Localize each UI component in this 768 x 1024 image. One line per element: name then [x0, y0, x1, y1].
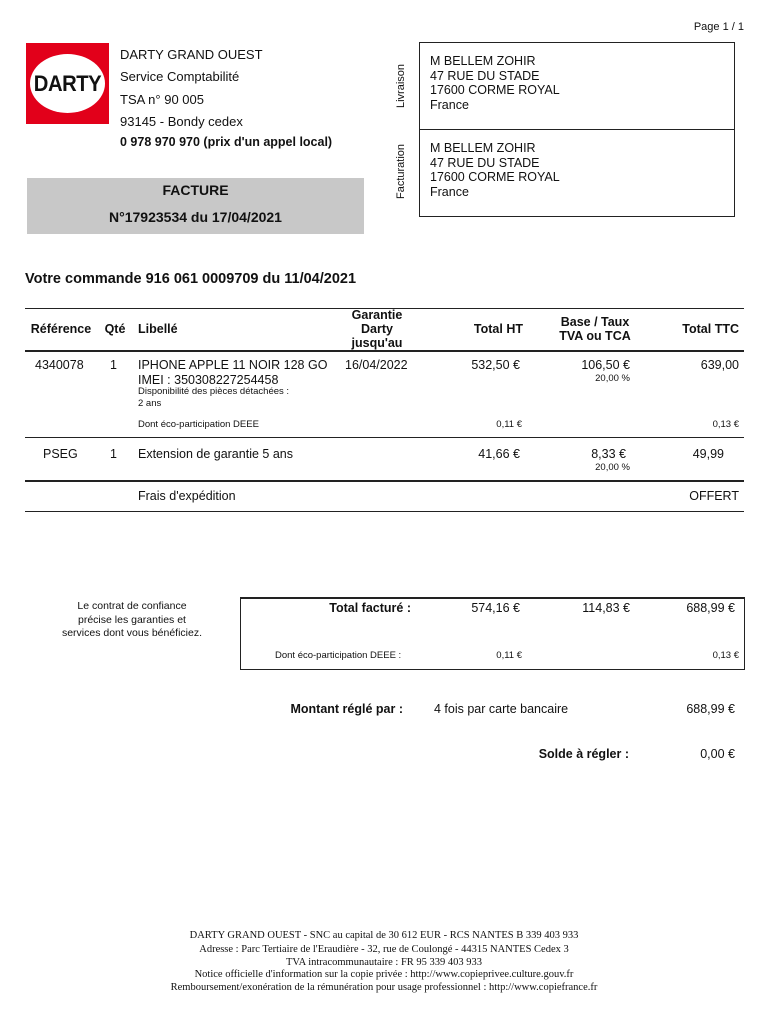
footer-line5: Remboursement/exonération de la rémunération pour usage professionnel : http://www.copiefrance.fr [170, 982, 598, 993]
header-vat-line2: TVA ou TCA [559, 329, 631, 343]
footer-line4: Notice officielle d'information sur la copie privée : http://www.copieprivee.culture.gouv.fr [194, 969, 574, 980]
confiance-note [52, 600, 212, 641]
order-title: Votre commande 916 061 0009709 du 11/04/2021 [25, 271, 357, 287]
company-name: DARTY GRAND OUEST [120, 47, 263, 62]
row1-total-ht: 532,50 € [471, 358, 520, 372]
confiance-line1: Le contrat de confiance [77, 600, 187, 612]
invoice-header-box [27, 178, 364, 234]
totals-ttc: 688,99 € [686, 601, 735, 615]
header-reference: Référence [30, 322, 92, 336]
header-vat [545, 315, 645, 343]
header-label: Libellé [138, 322, 178, 336]
delivery-street: 47 RUE DU STADE [430, 69, 540, 83]
billing-name: M BELLEM ZOHIR [430, 141, 536, 155]
company-city: 93145 - Bondy cedex [120, 114, 243, 129]
table-bottom-rule [25, 511, 744, 512]
balance-label: Solde à régler : [538, 747, 629, 761]
totals-vat: 114,83 € [582, 601, 630, 615]
row2-label: Extension de garantie 5 ans [138, 447, 293, 461]
row1-vat-rate: 20,00 % [595, 373, 630, 384]
company-phone: 0 978 970 970 (prix d'un appel local) [120, 135, 333, 149]
delivery-city: 17600 CORME ROYAL [430, 83, 560, 97]
row2-total-ttc: 49,99 [692, 447, 724, 461]
shipping-label: Frais d'expédition [138, 489, 236, 503]
delivery-country: France [430, 98, 469, 112]
footer-line2: Adresse : Parc Tertiaire de l'Eraudière - 32, rue de Coulongé - 44315 NANTES Cedex 3 [199, 944, 569, 955]
totals-ht: 574,16 € [471, 601, 520, 615]
row-separator [25, 437, 744, 438]
row2-total-ht: 41,66 € [478, 447, 520, 461]
shipping-top-rule [25, 480, 744, 482]
row2-vat-base: 8,33 € [591, 447, 626, 461]
row1-eco-ht: 0,11 € [496, 419, 522, 430]
header-vat-line1: Base / Taux [560, 315, 630, 329]
delivery-name: M BELLEM ZOHIR [430, 54, 536, 68]
row2-vat-rate: 20,00 % [595, 462, 630, 473]
billing-country: France [430, 185, 469, 199]
invoice-number: N°17923534 du 17/04/2021 [109, 209, 282, 225]
footer-line3: TVA intracommunautaire : FR 95 339 403 933 [285, 957, 483, 968]
header-total-ttc: Total TTC [682, 322, 739, 336]
header-warranty-line2: Darty [361, 322, 393, 336]
payment-method: 4 fois par carte bancaire [434, 702, 569, 716]
footer-line1: DARTY GRAND OUEST - SNC au capital de 30 612 EUR - RCS NANTES B 339 403 933 [189, 930, 579, 941]
totals-eco-ttc: 0,13 € [712, 650, 739, 661]
page-number: Page 1 / 1 [693, 21, 744, 33]
totals-eco-label: Dont éco-participation DEEE : [275, 650, 402, 661]
header-warranty-line3: jusqu'au [351, 336, 403, 350]
confiance-line2: précise les garanties et [78, 613, 186, 626]
row1-parts-duration: 2 ans [138, 398, 162, 409]
row1-eco-label: Dont éco-participation DEEE [138, 419, 259, 430]
row1-eco-ttc: 0,13 € [712, 419, 739, 430]
company-tsa: TSA n° 90 005 [120, 92, 204, 107]
row1-qty: 1 [110, 358, 117, 372]
confiance-line3: services dont vous bénéficiez. [61, 627, 203, 639]
invoice-title: FACTURE [162, 182, 229, 198]
delivery-label: Livraison [395, 63, 407, 108]
payment-amount: 688,99 € [686, 702, 735, 716]
header-warranty-line1: Garantie [351, 308, 403, 322]
row1-label: IPHONE APPLE 11 NOIR 128 GO [138, 358, 328, 372]
header-total-ht: Total HT [473, 322, 523, 336]
row2-reference: PSEG [43, 447, 78, 461]
row2-qty: 1 [110, 447, 117, 461]
shipping-value: OFFERT [689, 489, 739, 503]
billing-address-box [419, 129, 735, 217]
billing-street: 47 RUE DU STADE [430, 156, 540, 170]
darty-logo [26, 43, 109, 124]
row1-reference: 4340078 [35, 358, 84, 372]
logo-text: DARTY [33, 71, 102, 96]
row1-imei: IMEI : 350308227254458 [138, 373, 279, 387]
row1-vat-base: 106,50 € [581, 358, 630, 372]
billing-label: Facturation [395, 143, 407, 199]
totals-eco-ht: 0,11 € [496, 650, 522, 661]
payment-label: Montant réglé par : [290, 702, 403, 716]
header-qty: Qté [104, 322, 126, 336]
table-header-rule [25, 350, 744, 352]
row1-parts-note: Disponibilité des pièces détachées : [138, 386, 290, 397]
billing-city: 17600 CORME ROYAL [430, 170, 560, 184]
header-warranty [338, 308, 416, 350]
delivery-address-box [419, 42, 735, 130]
totals-label: Total facturé : [329, 601, 411, 615]
row1-warranty: 16/04/2022 [345, 358, 408, 372]
balance-amount: 0,00 € [700, 747, 735, 761]
company-department: Service Comptabilité [120, 69, 240, 84]
row1-total-ttc: 639,00 [700, 358, 739, 372]
